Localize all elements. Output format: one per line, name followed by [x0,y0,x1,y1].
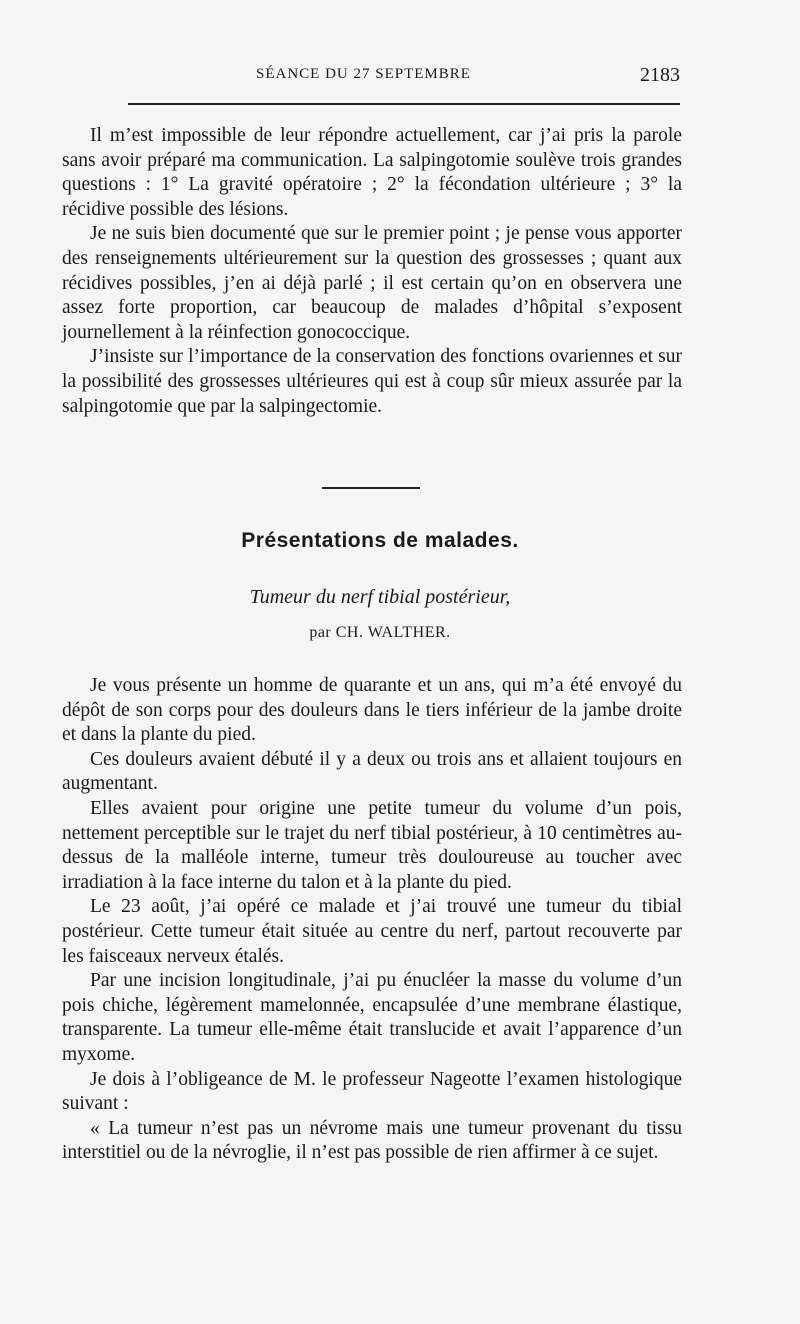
paragraph: « La tumeur n’est pas un névrome mais une tumeur provenant du tissu interstitiel ou de la névroglie, il n’est pas possible de rien affirmer à ce sujet. [62,1117,682,1164]
section-title: Présentations de malades. [241,529,519,552]
header-rule [128,103,680,105]
paragraph: Je vous présente un homme de quarante et un ans, qui m’a été envoyé du dépôt de son corps pour des douleurs dans le tiers inférieur de la jambe droite et dans la plante du pied. [62,675,682,746]
paragraph: Ces douleurs avaient débuté il y a deux ou trois ans et allaient toujours en augmentant. [62,748,682,795]
paragraph: Elles avaient pour origine une petite tumeur du volume d’un pois, nettement perceptible sur le trajet du nerf tibial postérieur, à 10 centimètres au-dessus de la malléole interne, tumeur très douloureuse au toucher avec irradiation à la face interne du talon et à la plante du pied. [62,797,682,893]
paragraph: Je dois à l’obligeance de M. le professeur Nageotte l’examen histologique suivant : [62,1068,682,1115]
paragraph: Le 23 août, j’ai opéré ce malade et j’ai trouvé une tumeur du tibial postérieur. Cette tumeur était située au centre du nerf, partout recouverte par les faisceaux nerveux étalés. [62,896,682,967]
running-title: SÉANCE DU 27 SEPTEMBRE [256,66,471,82]
discussion-text [62,124,682,419]
article-author: par CH. WALTHER. [309,624,451,641]
section-separator [322,487,420,489]
paragraph: J’insiste sur l’importance de la conservation des fonctions ovariennes et sur la possibilité des grossesses ultérieures qui est à coup sûr mieux assurée par la salpingotomie que par la salpingectomie. [62,346,682,417]
paragraph: Je ne suis bien documenté que sur le premier point ; je pense vous apporter des renseignements ultérieurement sur la question des grossesses ; quant aux récidives possibles, j’en ai déjà parlé ; il est certain qu’on en observera une assez forte proportion, car beaucoup de malades d’hôpital s’exposent journellement à la réinfection gonococcique. [62,223,682,343]
paragraph: Il m’est impossible de leur répondre actuellement, car j’ai pris la parole sans avoir préparé ma communication. La salpingotomie soulève trois grandes questions : 1° La gravité opératoire ; 2° la fécondation ultérieure ; 3° la récidive possible des lésions. [62,125,682,220]
presentation-text [62,674,682,1166]
paragraph: Par une incision longitudinale, j’ai pu énucléer la masse du volume d’un pois chiche, légèrement mamelonnée, encapsulée d’une membrane élastique, transparente. La tumeur elle-même était translucide et avait l’apparence d’un myxome. [62,970,682,1065]
article-subtitle: Tumeur du nerf tibial postérieur, [249,586,511,608]
page-number: 2183 [640,64,680,86]
running-header [256,64,680,86]
